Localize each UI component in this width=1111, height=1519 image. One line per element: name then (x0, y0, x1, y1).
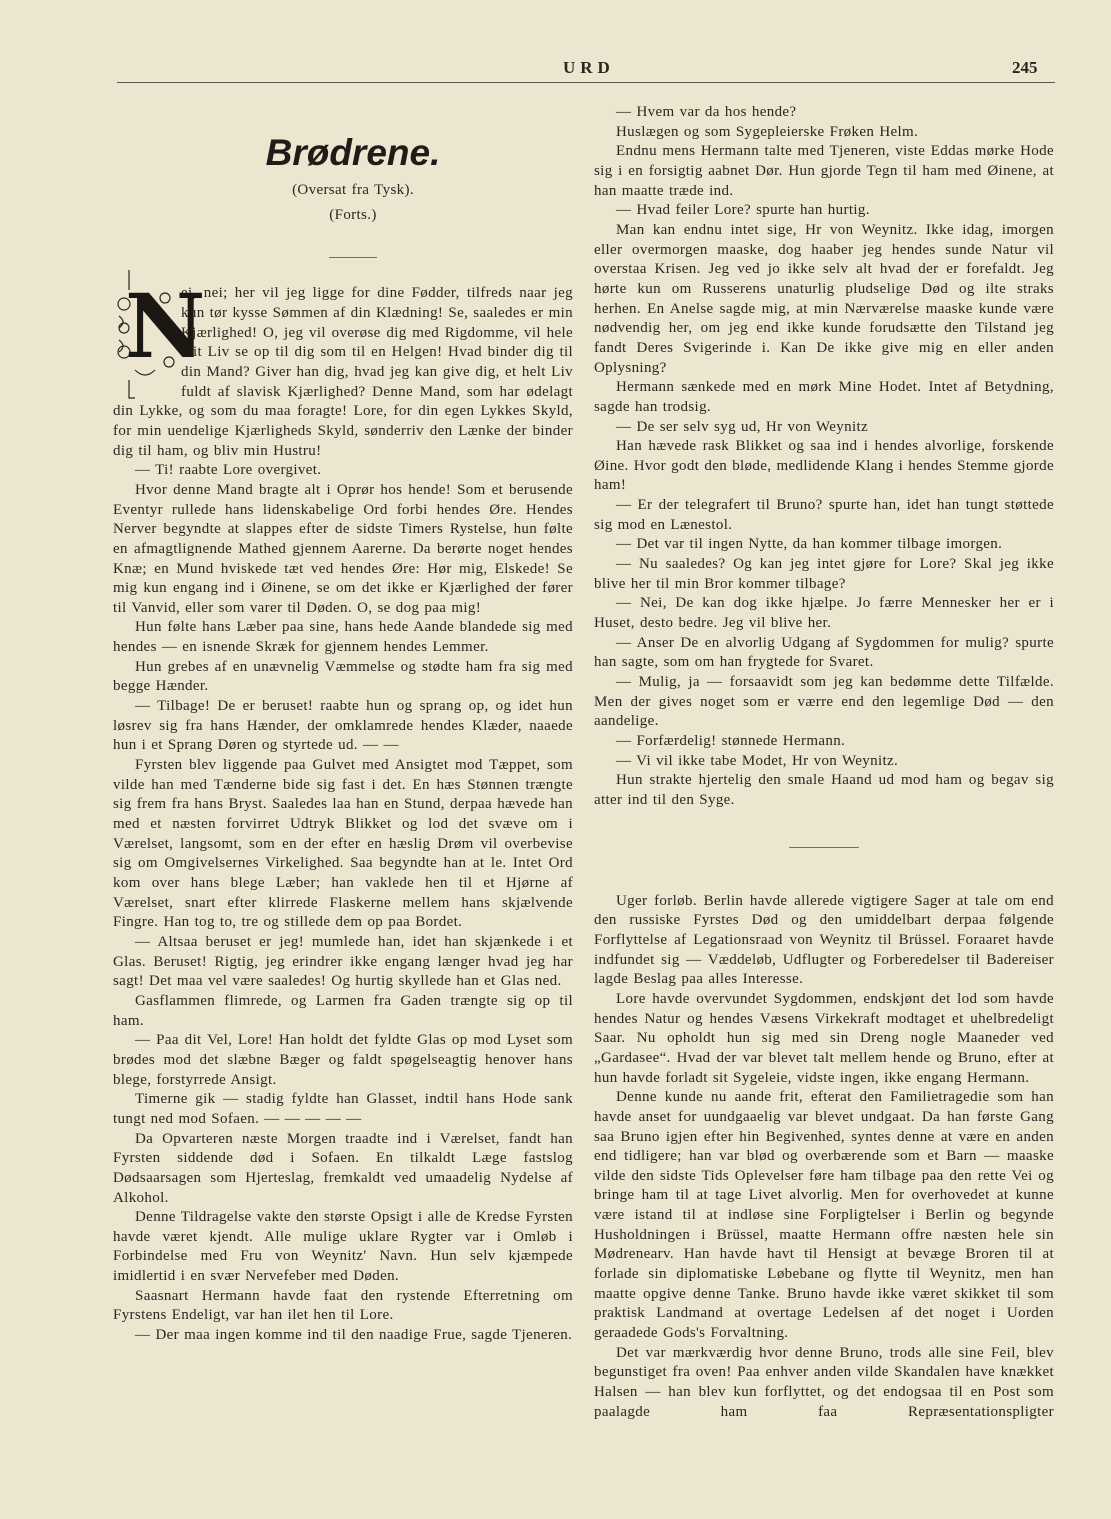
paragraph: — Der maa ingen komme ind til den naadige Frue, sagde Tjeneren. (135, 1327, 573, 1344)
paragraph: — Hvad feiler Lore? spurte han hurtig. (616, 202, 870, 219)
paragraph: Det var mærkværdig hvor denne Bruno, trods alle sine Feil, blev begunstiget fra oven! Paa enhver anden vilde Skandalen have knækket Halsen — han blev kun forflyttet, og det endogsaa til en Post som paalagde ham faa Repræsentationspligter (594, 1344, 1054, 1420)
paragraph: — Nu saaledes? Og kan jeg intet gjøre for Lore? Skal jeg ikke blive her til min Bror kommer tilbage? (594, 556, 1054, 592)
article-continuation: (Forts.) (329, 206, 377, 223)
paragraph: Lore havde overvundet Sygdommen, endskjønt det lod som havde hendes Natur og hendes Væsens Virkekraft modtaget et uhelbredeligt Saar. Nu opholdt hun sig med sin Dreng nogle Maaneder ved „Gardasee“. Hvad der var blevet talt mellem hende og Bruno, efter at hun havde forladt sit Sygeleie, vidste ingen, ikke engang Hermann. (594, 990, 1054, 1086)
header-rule (117, 82, 1055, 83)
ornamental-drop-cap (115, 270, 206, 388)
section-divider (789, 847, 859, 848)
paragraph: Hvor denne Mand bragte alt i Oprør hos hende! Som et berusende Eventyr rullede hans lidenskabelige Ord forbi hendes Øre. Hendes Nerver begyndte at slappes efter de sidste Timers Rystelse, hun følte en afmagtlignende Mathed gjennem Aarerne. Da berørte noget hendes Knæ; en Mund hviskede tæt ved hendes Øre: Hør mig, Elskede! Se mig kun engang ind i Øinene, se om det ikke er Kjærlighed der fører til Vanvid, eller som varer til Døden. O, se dog paa mig! (113, 481, 573, 616)
paragraph: Saasnart Hermann havde faat den rystende Efterretning om Fyrstens Endeligt, var han ilet hen til Lore. (113, 1287, 573, 1324)
paragraph: Uger forløb. Berlin havde allerede vigtigere Sager at tale om end den russiske Fyrstes Død og den umiddelbart derpaa følgende Forflyttelse af Legationsraad von Weynitz til Brüssel. Foraaret havde indfundet sig — Væddeløb, Udflugter og Forberedelser til Badereiser lagde Beslag paa alles Interesse. (594, 892, 1054, 988)
paragraph: Han hævede rask Blikket og saa ind i hendes alvorlige, forskende Øine. Hvor godt den bløde, medlidende Klang i hendes Stemme gjorde ham! (594, 438, 1054, 494)
article-title: Brødrene. (265, 132, 441, 173)
title-divider (329, 257, 377, 258)
paragraph: Da Opvarteren næste Morgen traadte ind i Værelset, fandt han Fyrsten siddende død i Sofaen. En tilkaldt Læge fastslog Dødsaarsagen som Hjerteslag, fremkaldt ved umaadelig Nydelse af Alkohol. (113, 1130, 573, 1206)
paragraph: — Mulig, ja — forsaavidt som jeg kan bedømme dette Tilfælde. Men der gives noget som er værre end den legemlige Død — den aandelige. (594, 674, 1054, 730)
paragraph: — Hvem var da hos hende? (616, 104, 797, 120)
paragraph: Huslægen og som Sygepleierske Frøken Helm. (616, 123, 919, 140)
paragraph: — Ti! raabte Lore overgivet. (135, 462, 322, 479)
paragraph: Hun strakte hjertelig den smale Haand ud mod ham og begav sig atter ind til den Syge. (594, 772, 1054, 808)
paragraph: Fyrsten blev liggende paa Gulvet med Ansigtet mod Tæppet, som vilde han med Tænderne bide sig fast i det. En hæs Stønnen trængte sig frem fra hans Bryst. Saaledes laa han en Stund, derpaa hævede han med et næsten forvirret Udtryk Blikket og lod det svæve om i Værelset, langsomt, som en der efter en hæslig Drøm vil overbevise sig om Omgivelsernes Virkelighed. Saa begyndte han at le. Intet Ord kom over hans blege Læber; han vaklede hen til et Hjørne af Værelset, snart efter klirrede Flaskerne mellem hans skjælvende Fingre. Han tog to, tre og stillede dem op paa Bordet. (113, 757, 573, 931)
paragraph: — Vi vil ikke tabe Modet, Hr von Weynitz. (616, 752, 899, 769)
running-header-title: URD (563, 58, 615, 77)
drop-cap-letter: N (125, 274, 206, 379)
paragraph: Hermann sænkede med en mørk Mine Hodet. Intet af Betydning, sagde han trodsig. (594, 379, 1054, 415)
paragraph: Gasflammen flimrede, og Larmen fra Gaden trængte sig op til ham. (113, 992, 573, 1029)
paragraph: Man kan endnu intet sige, Hr von Weynitz. Ikke idag, imorgen eller overmorgen maaske, dog haaber jeg hendes sunde Natur vil overstaa Krisen. Jeg ved jo ikke selv alt hvad der er forefaldt. Jeg hørte kun om Russerens unaturlig pludselige Død og ilte straks herhen. En Anelse sagde mig, at min Nærværelse maaske kunde være nødvendig her, om jeg end ikke kunde forudsætte den Tilstand jeg fandt Deres Svigerinde i. Kan De ikke give mig en eller anden Oplysning? (594, 221, 1054, 376)
paragraph (113, 274, 573, 461)
paragraph: — Det var til ingen Nytte, da han kommer tilbage imorgen. (616, 536, 1003, 553)
left-column (113, 96, 573, 1346)
paragraph-text: ei, nei; her vil jeg ligge for dine Fødder, tilfreds naar jeg kun tør kysse Sømmen af din Klædning! Se, saaledes er min Kjærlighed! O, jeg vil overøse dig med Rigdomme, vil hele mit Liv se op til dig som til en Helgen! Hvad binder dig til din Mand? Giver han dig, hvad jeg kan give dig, et helt Liv fuldt af slavisk Kjærlighed? Denne Mand, som har ødelagt din Lykke, og som du maa foragte! Lore, for din egen Lykkes Skyld, for min uendelige Kjærligheds Skyld, sønderriv den Lænke der binder dig til ham, og bliv min Hustru! (113, 285, 573, 459)
paragraph: Denne Tildragelse vakte den største Opsigt i alle de Kredse Fyrsten havde været kjendt. Alle mulige uklare Rygter var i Omløb i Forbindelse med Fru von Weynitz' Navn. Hun selv kjæmpede imidlertid i en svær Nervefeber med Døden. (113, 1209, 573, 1285)
paragraph: — Nei, De kan dog ikke hjælpe. Jo færre Mennesker her er i Huset, desto bedre. Jeg vil blive her. (594, 595, 1054, 632)
paragraph: Hun grebes af en unævnelig Væmmelse og stødte ham fra sig med begge Hænder. (113, 658, 573, 695)
paragraph: Denne kunde nu aande frit, efterat den Familietragedie som han havde anset for uundgaaelig var blevet undgaat. Da han første Gang saa Bruno igjen efter hin Begivenhed, syntes denne at være en anden end tidligere; han var blød og overbærende som et Barn — maaske vilde den sidste Tids Oplevelser føre ham tilbage paa den rette Vei og bringe ham til at tage Livet alvorlig. Men for overhovedet at kunne være istand til at indløse sine Forpligtelser i Berlin og begynde Husholdningen i Brüssel, maatte Hermann offre næsten hele sin Mødrenearv. Han havde havt til Hensigt at bevæge Broren til at forlade sin diplomatiske Løbebane og flytte til Weynitz, men han maatte opgive denne Tanke. Bruno havde ikke været skikket til som praktisk Landmand at overtage Ledelsen af det noget i Uorden geraadede Gods's Forvaltning. (594, 1089, 1054, 1342)
paragraph: — Er der telegrafert til Bruno? spurte han, idet han tungt støttede sig mod en Lænestol. (594, 497, 1054, 533)
paragraph: — Anser De en alvorlig Udgang af Sygdommen for mulig? spurte han sagte, som om han frygtede for Svaret. (594, 634, 1054, 671)
paragraph: — Forfærdelig! stønnede Hermann. (616, 733, 846, 749)
paragraph: — Paa dit Vel, Lore! Han holdt det fyldte Glas op mod Lyset som brødes mod det slæbne Bæger og faldt spøgelseagtig henover hans blege, forstyrrede Ansigt. (113, 1032, 573, 1088)
right-column (594, 103, 1054, 1422)
paragraph: Hun følte hans Læber paa sine, hans hede Aande blandede sig med hendes — en isnende Skræk for gjennem hendes Lemmer. (113, 619, 573, 656)
paragraph: Endnu mens Hermann talte med Tjeneren, viste Eddas mørke Hode sig i en forsigtig aabnet Dør. Hun gjorde Tegn til ham med Øinene, at han maatte træde ind. (594, 143, 1054, 199)
paragraph: Timerne gik — stadig fyldte han Glasset, indtil hans Hode sank tungt ned mod Sofaen. — — — — — (113, 1091, 573, 1127)
page-number: 245 (1012, 58, 1038, 77)
paragraph: — Tilbage! De er beruset! raabte hun og sprang op, og idet hun løsrev sig fra hans Hænder, der omklamrede hendes Klæder, naaede hun i et Sprang Døren og styrtede ud. — — (113, 698, 573, 754)
paragraph: — Altsaa beruset er jeg! mumlede han, idet han skjænkede i et Glas. Beruset! Rigtig, jeg erindrer ikke engang længer hvad jeg har sagt! Det maa vel være saaledes! Og hurtig skyllede han et Glas ned. (113, 933, 573, 990)
paragraph: — De ser selv syg ud, Hr von Weynitz (616, 418, 868, 435)
article-subtitle: (Oversat fra Tysk). (292, 182, 414, 198)
